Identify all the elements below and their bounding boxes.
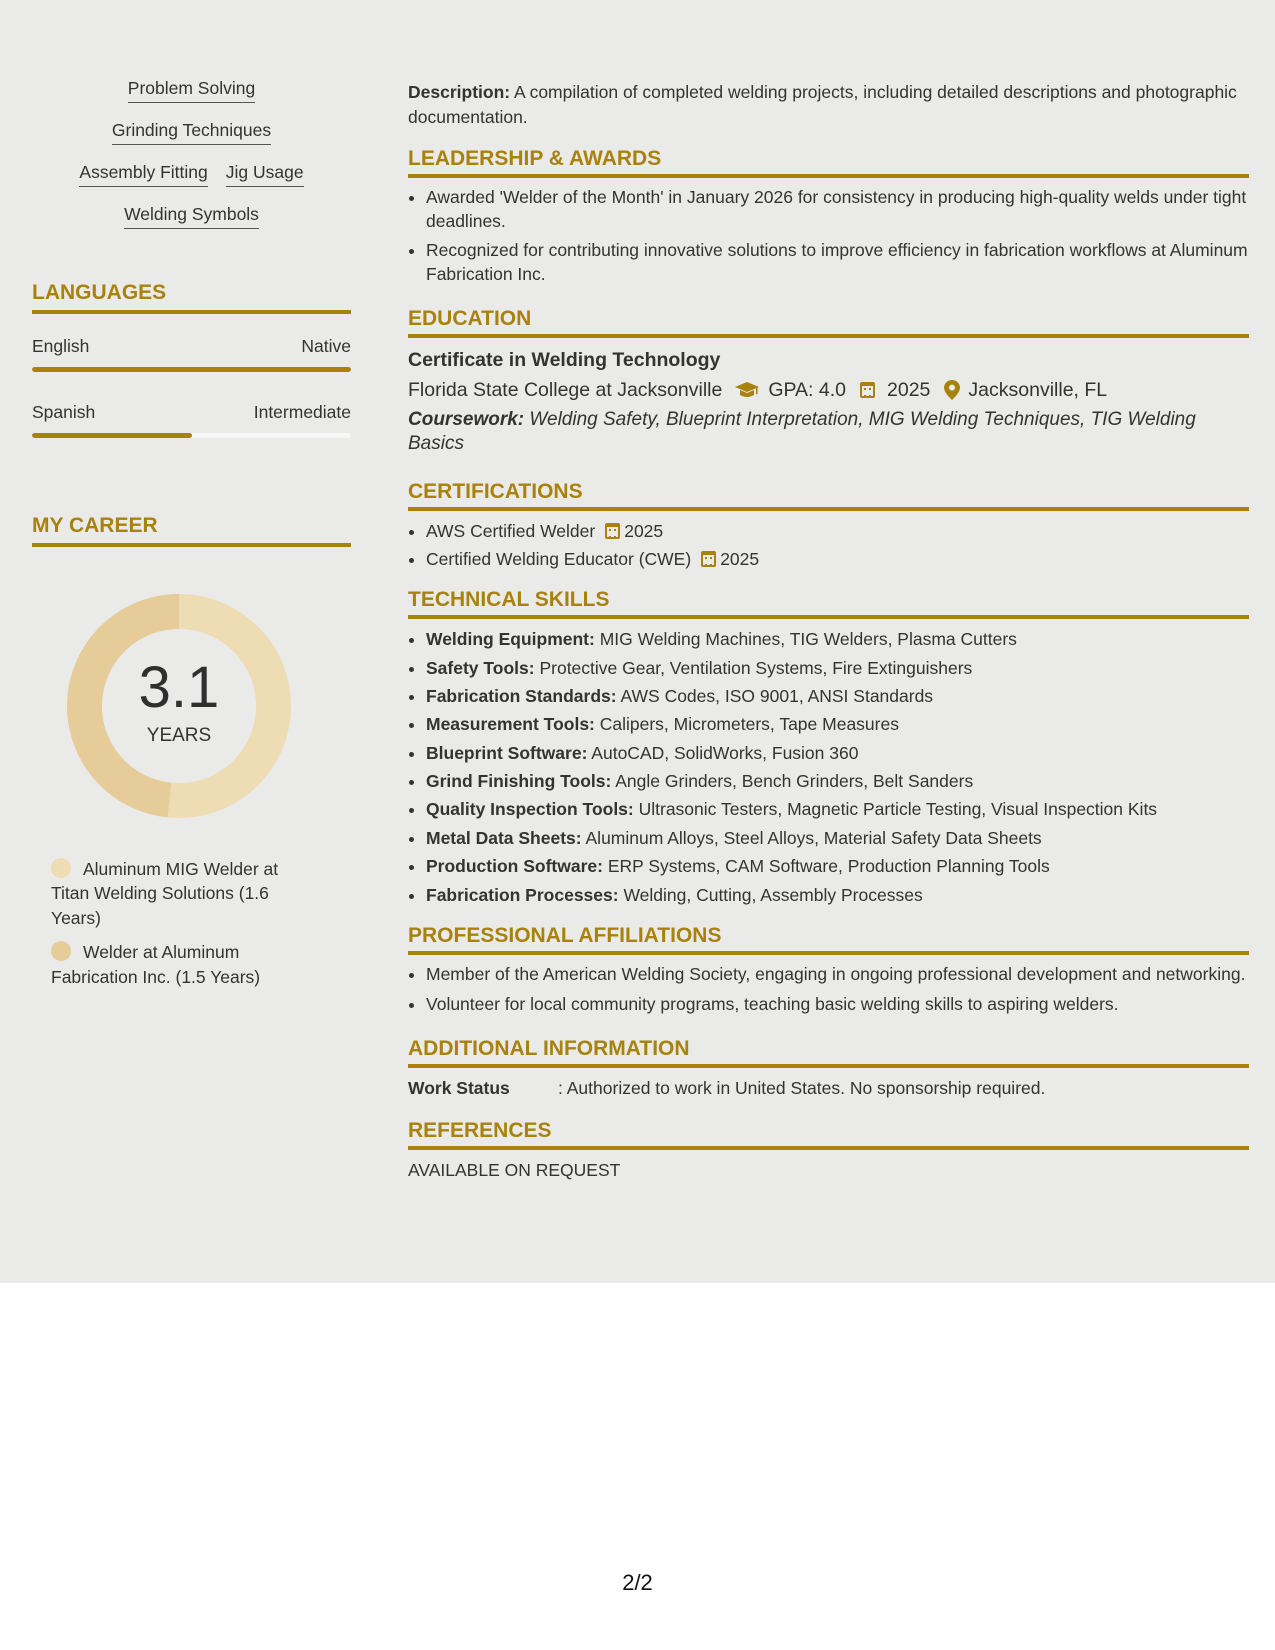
career-donut-chart	[64, 591, 294, 821]
skill-values: MIG Welding Machines, TIG Welders, Plasma Cutters	[594, 629, 1017, 650]
certification-item	[426, 519, 1249, 544]
skill-values: ERP Systems, CAM Software, Production Planning Tools	[602, 856, 1050, 877]
left-column	[32, 78, 351, 999]
technical-skill-item	[426, 769, 1249, 794]
skill-tag: Grinding Techniques	[112, 120, 271, 145]
skill-row	[32, 162, 351, 187]
location-pin-icon	[944, 380, 960, 400]
list-item: • Volunteer for local community programs, teaching basic welding skills to aspiring welders.	[426, 993, 1249, 1017]
work-status-row	[408, 1076, 1249, 1101]
coursework	[408, 408, 1249, 456]
skill-values: Angle Grinders, Bench Grinders, Belt Sanders	[611, 771, 974, 792]
work-status-label: Work Status	[408, 1077, 510, 1098]
technical-skill-item	[426, 826, 1249, 851]
technical-skill-item	[426, 684, 1249, 709]
technical-skill-item	[426, 627, 1249, 652]
language-level: Intermediate	[253, 401, 351, 422]
legend-label: Aluminum MIG Welder at Titan Welding Solutions (1.6 Years)	[51, 858, 279, 928]
technical-skill-item	[426, 712, 1249, 737]
leadership-heading: LEADERSHIP & AWARDS	[408, 145, 1249, 178]
language-bar	[32, 367, 351, 372]
language-item	[32, 402, 351, 438]
right-column	[408, 80, 1249, 1184]
language-bar	[32, 433, 351, 438]
skill-category: Grind Finishing Tools:	[426, 771, 612, 792]
language-name: Spanish	[32, 401, 96, 422]
description-text: A compilation of completed welding projects, including detailed descriptions and photographic documentation.	[408, 82, 1237, 128]
skill-category: Metal Data Sheets:	[426, 827, 582, 848]
skill-tag: Jig Usage	[226, 162, 304, 187]
additional-info-heading: ADDITIONAL INFORMATION	[408, 1035, 1249, 1068]
education-year: 2025	[887, 379, 931, 402]
certification-year: 2025	[624, 521, 664, 542]
skill-row	[32, 120, 351, 145]
calendar-icon	[605, 523, 620, 539]
skill-category: Quality Inspection Tools:	[426, 799, 634, 820]
languages-heading: LANGUAGES	[32, 281, 351, 314]
skill-category: Fabrication Standards:	[426, 685, 617, 706]
certifications-heading: CERTIFICATIONS	[408, 478, 1249, 511]
graduation-cap-icon	[734, 380, 760, 400]
technical-skills-heading: TECHNICAL SKILLS	[408, 586, 1249, 619]
certification-name: AWS Certified Welder	[426, 521, 596, 542]
career-heading: MY CAREER	[32, 514, 351, 547]
affiliations-list	[408, 963, 1249, 1016]
certifications-list	[408, 519, 1249, 572]
language-item	[32, 336, 351, 372]
skill-category: Fabrication Processes:	[426, 884, 619, 905]
certification-name: Certified Welding Educator (CWE)	[426, 548, 692, 569]
skill-category: Measurement Tools:	[426, 714, 595, 735]
calendar-icon	[860, 382, 875, 398]
affiliations-heading: PROFESSIONAL AFFILIATIONS	[408, 922, 1249, 955]
technical-skill-item	[426, 741, 1249, 766]
career-years-label: YEARS	[146, 724, 212, 746]
certification-item	[426, 547, 1249, 572]
career-legend	[51, 857, 311, 990]
skill-values: AutoCAD, SolidWorks, Fusion 360	[587, 742, 859, 763]
language-bar-fill	[32, 367, 351, 372]
skill-category: Safety Tools:	[426, 657, 535, 678]
legend-item	[51, 857, 311, 931]
references-text: AVAILABLE ON REQUEST	[408, 1160, 621, 1181]
legend-label: Welder at Aluminum Fabrication Inc. (1.5 Years)	[51, 942, 261, 987]
coursework-label: Coursework:	[408, 409, 525, 431]
language-level: Native	[301, 335, 351, 356]
portfolio-description	[408, 80, 1249, 131]
skill-row	[32, 78, 351, 103]
skill-values: Protective Gear, Ventilation Systems, Fire Extinguishers	[534, 657, 973, 678]
list-item: • Member of the American Welding Society, engaging in ongoing professional development and networking.	[426, 963, 1249, 987]
list-item: • Awarded 'Welder of the Month' in January 2026 for consistency in producing high-quality welds under tight deadlines.	[426, 186, 1249, 233]
skill-row	[32, 204, 351, 229]
work-status-value: : Authorized to work in United States. No sponsorship required.	[558, 1077, 1046, 1098]
technical-skill-item	[426, 656, 1249, 681]
technical-skills-list	[408, 627, 1249, 908]
skill-category: Blueprint Software:	[426, 742, 588, 763]
skill-tag: Assembly Fitting	[79, 162, 207, 187]
education-heading: EDUCATION	[408, 305, 1249, 338]
skill-tag: Problem Solving	[128, 78, 255, 103]
language-bar-fill	[32, 433, 192, 438]
school-name: Florida State College at Jacksonville	[408, 379, 723, 402]
education-details	[408, 376, 1249, 404]
legend-dot	[51, 941, 71, 961]
list-item: • Recognized for contributing innovative solutions to improve efficiency in fabrication workflows at Aluminum Fabrication Inc.	[426, 239, 1249, 286]
technical-skill-item	[426, 883, 1249, 908]
skill-values: Aluminum Alloys, Steel Alloys, Material Safety Data Sheets	[581, 827, 1042, 848]
skill-values: AWS Codes, ISO 9001, ANSI Standards	[616, 685, 934, 706]
skills-cloud	[32, 78, 351, 229]
technical-skill-item	[426, 797, 1249, 822]
skill-values: Ultrasonic Testers, Magnetic Particle Testing, Visual Inspection Kits	[633, 799, 1158, 820]
certification-year: 2025	[720, 548, 760, 569]
calendar-icon	[701, 551, 716, 567]
description-label: Description:	[408, 82, 511, 102]
degree-title: Certificate in Welding Technology	[408, 348, 721, 371]
skill-values: Welding, Cutting, Assembly Processes	[618, 884, 923, 905]
language-name: English	[32, 335, 90, 356]
technical-skill-item	[426, 854, 1249, 879]
references-heading: REFERENCES	[408, 1117, 1249, 1150]
skill-category: Welding Equipment:	[426, 629, 595, 650]
legend-item	[51, 940, 311, 989]
leadership-list	[408, 186, 1249, 287]
career-total-years: 3.1	[138, 654, 220, 720]
skill-category: Production Software:	[426, 856, 603, 877]
coursework-list: Welding Safety, Blueprint Interpretation, MIG Welding Techniques, TIG Welding Basics	[408, 409, 1196, 455]
gpa: GPA: 4.0	[768, 379, 847, 402]
legend-dot	[51, 858, 71, 878]
skill-values: Calipers, Micrometers, Tape Measures	[594, 714, 899, 735]
education-location: Jacksonville, FL	[968, 379, 1108, 402]
skill-tag: Welding Symbols	[124, 204, 259, 229]
page-number: 2/2	[622, 1570, 653, 1595]
